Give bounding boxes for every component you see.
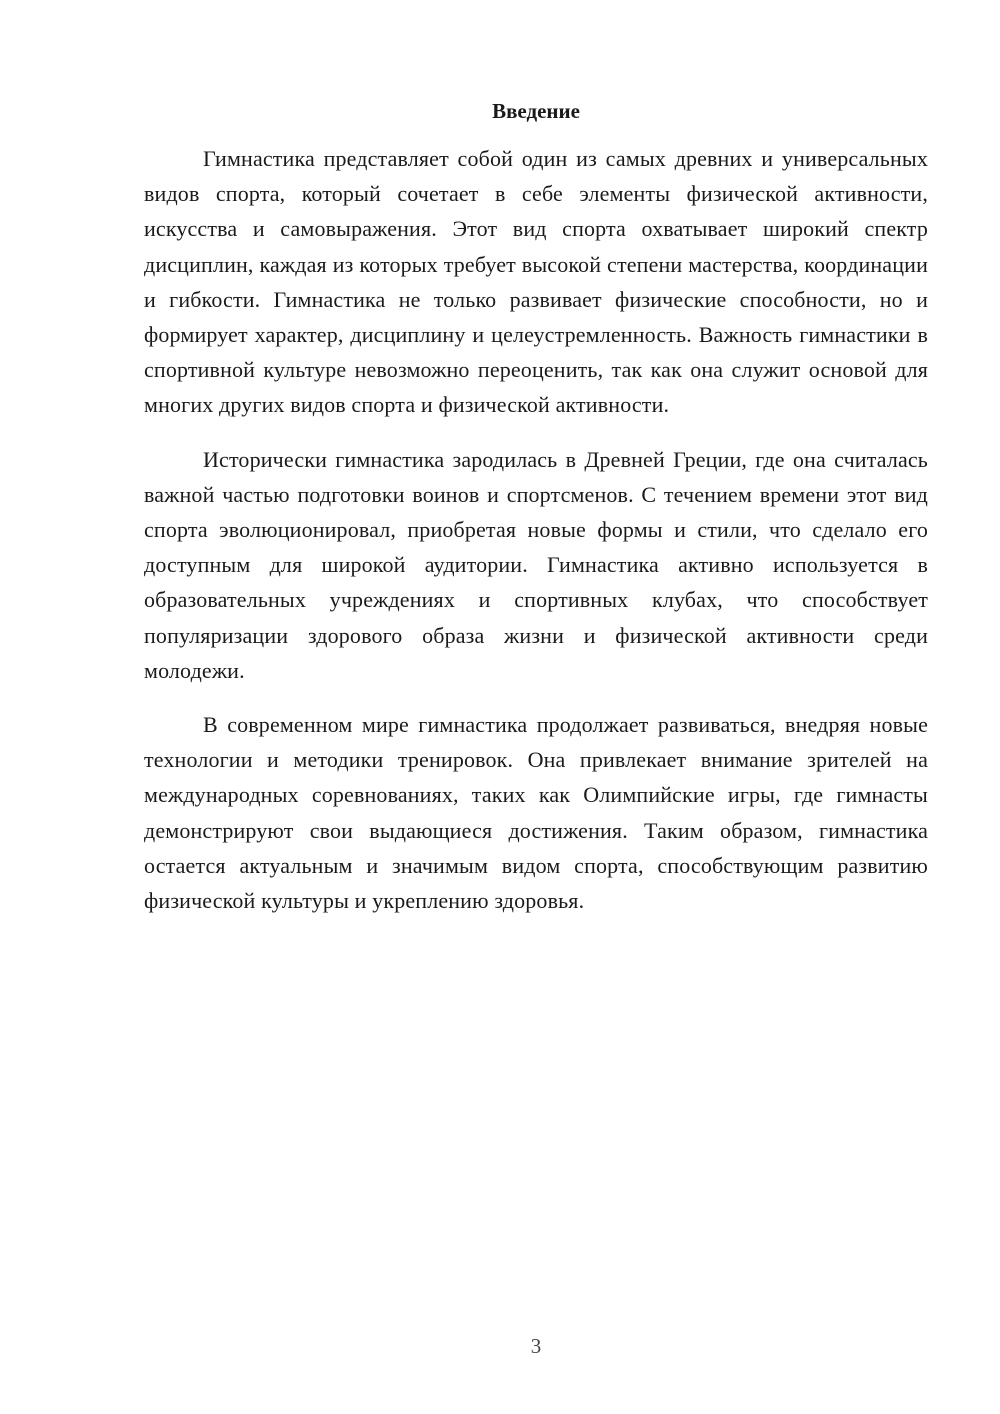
paragraph-3: В современном мире гимнастика продолжает развиваться, внедряя новые технологии и методики тренировок. Она привлекает внимание зрителей на международных соревнованиях, таких как Олимпийские игры, где гимнасты демонстрируют свои выдающиеся достижения. Таким образом, гимнастика остается актуальным и значимым видом спорта, способствующим развитию физической культуры и укреплению здоровья. — [144, 712, 928, 914]
document-body — [144, 141, 928, 937]
page-title: Введение — [492, 99, 580, 123]
paragraph-1: Гимнастика представляет собой один из самых древних и универсальных видов спорта, который сочетает в себе элементы физической активности, искусства и самовыражения. Этот вид спорта охватывает широкий спектр дисциплин, каждая из которых требует высокой степени мастерства, координации и гибкости. Гимнастика не только развивает физические способности, но и формирует характер, дисциплину и целеустремленность. Важность гимнастики в спортивной культуре невозможно переоценить, так как она служит основой для многих других видов спорта и физической активности. — [144, 146, 928, 418]
page-number: 3 — [530, 1334, 542, 1358]
paragraph-2: Исторически гимнастика зародилась в Древней Греции, где она считалась важной частью подготовки воинов и спортсменов. С течением времени этот вид спорта эволюционировал, приобретая новые формы и стили, что сделало его доступным для широкой аудитории. Гимнастика активно используется в образовательных учреждениях и спортивных клубах, что способствует популяризации здорового образа жизни и физической активности среди молодежи. — [144, 446, 928, 683]
